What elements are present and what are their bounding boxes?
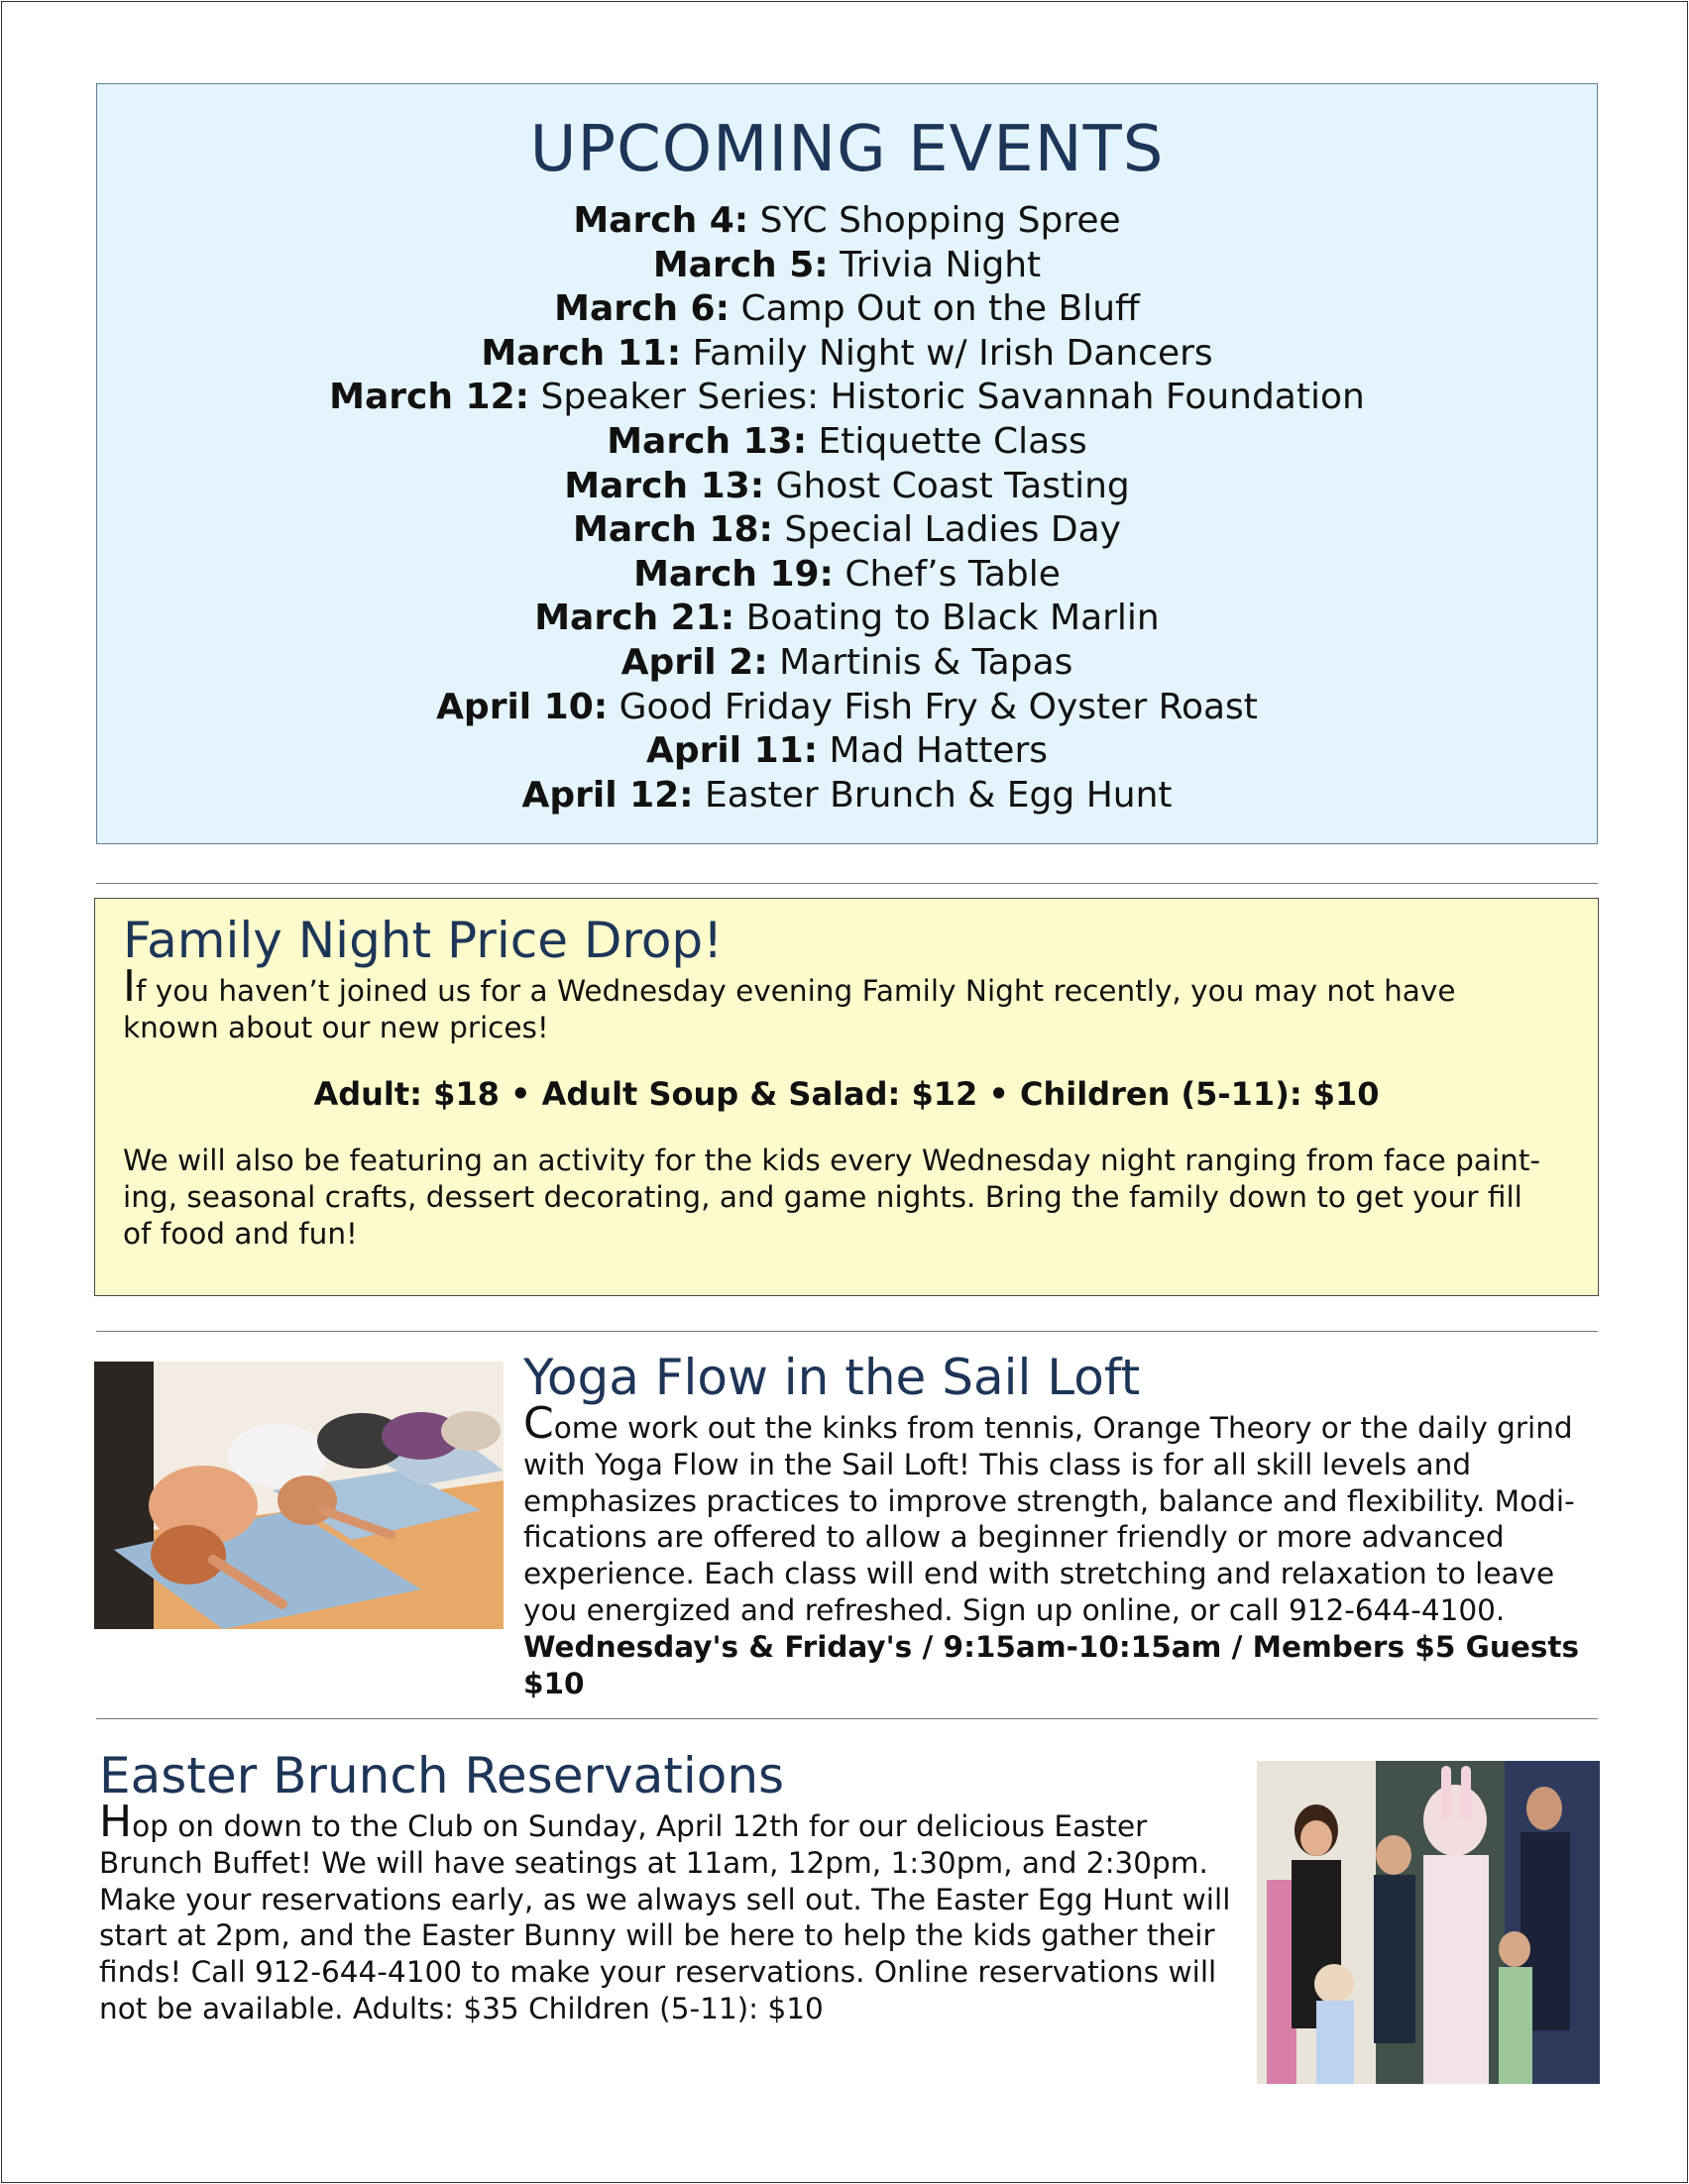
- events-list: [97, 199, 1597, 818]
- event-item: [97, 553, 1597, 598]
- event-date: March 13:: [564, 465, 765, 506]
- event-date: March 13:: [607, 420, 808, 462]
- event-name: SYC Shopping Spree: [759, 200, 1121, 241]
- event-item: [97, 244, 1597, 288]
- event-name: Good Friday Fish Fry & Oyster Roast: [619, 686, 1258, 727]
- easter-body: [99, 1797, 1259, 2027]
- easter-section: [99, 1744, 1259, 2027]
- family-night-prices: Adult: $18 • Adult Soup & Salad: $12 • Children (5-11): $10: [313, 1075, 1380, 1113]
- family-night-intro: [123, 961, 1570, 1046]
- event-name: Boating to Black Marlin: [745, 598, 1160, 639]
- body-line: Make your reservations early, as we always sell out. The Easter Egg Hunt will: [99, 1882, 1231, 1916]
- event-date: March 19:: [633, 553, 834, 595]
- event-name: Easter Brunch & Egg Hunt: [705, 774, 1173, 816]
- yoga-class-photo: [94, 1362, 504, 1629]
- body-line: emphasizes practices to improve strength, balance and flexibility. Modi-: [523, 1483, 1575, 1518]
- dropcap: H: [99, 1797, 133, 1847]
- event-name: Trivia Night: [840, 244, 1042, 285]
- event-name: Etiquette Class: [818, 420, 1087, 462]
- event-item: [97, 287, 1597, 332]
- event-name: Chef’s Table: [844, 553, 1061, 595]
- upcoming-events-box: [96, 83, 1598, 844]
- event-item: [97, 465, 1597, 509]
- body-line: start at 2pm, and the Easter Bunny will be here to help the kids gather their: [99, 1918, 1215, 1953]
- body-line: with Yoga Flow in the Sail Loft! This class is for all skill levels and: [523, 1447, 1472, 1481]
- body-line: op on down to the Club on Sunday, April 12th for our delicious Easter: [132, 1809, 1148, 1843]
- body-line: not be available. Adults: $35 Children (5-11): $10: [99, 1991, 824, 2025]
- activity-line: ing, seasonal crafts, dessert decorating, and game nights. Bring the family down to get your fill: [123, 1180, 1522, 1214]
- event-date: April 12:: [521, 774, 694, 816]
- event-item: [97, 508, 1597, 553]
- body-line: experience. Each class will end with stretching and relaxation to leave: [523, 1557, 1555, 1591]
- event-name: Special Ladies Day: [784, 509, 1121, 551]
- yoga-section: [523, 1346, 1604, 1701]
- event-item: [97, 420, 1597, 465]
- event-date: March 12:: [329, 377, 530, 418]
- event-date: March 6:: [554, 288, 730, 330]
- easter-title: Easter Brunch Reservations: [99, 1747, 785, 1804]
- events-title: UPCOMING EVENTS: [529, 113, 1165, 186]
- event-date: March 11:: [481, 332, 682, 374]
- dropcap: I: [123, 961, 136, 1012]
- easter-family-photo: [1257, 1761, 1600, 2084]
- event-item: [97, 376, 1597, 420]
- event-item: [97, 774, 1597, 819]
- event-item: [97, 199, 1597, 244]
- event-item: [97, 332, 1597, 377]
- event-name: Martinis & Tapas: [779, 641, 1073, 683]
- event-item: [97, 597, 1597, 641]
- family-night-activities: [123, 1143, 1570, 1253]
- body-line: ome work out the kinks from tennis, Orange Theory or the daily grind: [553, 1411, 1573, 1445]
- family-night-box: [94, 898, 1599, 1296]
- activity-line: We will also be featuring an activity for the kids every Wednesday night ranging from face paint-: [123, 1144, 1541, 1177]
- event-name: Speaker Series: Historic Savannah Foundation: [540, 377, 1365, 418]
- yoga-body: [523, 1398, 1604, 1701]
- event-date: March 18:: [573, 509, 773, 551]
- activity-line: of food and fun!: [123, 1217, 358, 1251]
- event-name: Camp Out on the Bluff: [740, 288, 1140, 330]
- event-date: March 21:: [534, 598, 735, 639]
- section-divider: [96, 1718, 1598, 1719]
- event-date: March 4:: [573, 200, 749, 241]
- event-item: [97, 641, 1597, 686]
- body-line: fications are offered to allow a beginner friendly or more advanced: [523, 1520, 1505, 1555]
- event-name: Mad Hatters: [829, 730, 1049, 772]
- yoga-illustration: [94, 1362, 504, 1629]
- family-night-title: Family Night Price Drop!: [123, 912, 724, 969]
- yoga-schedule: Wednesday's & Friday's / 9:15am-10:15am / Members $5 Guests $10: [523, 1629, 1580, 1700]
- event-date: April 10:: [436, 686, 609, 727]
- dropcap: C: [523, 1398, 554, 1449]
- event-date: April 2:: [620, 641, 768, 683]
- event-item: [97, 729, 1597, 774]
- event-item: [97, 686, 1597, 730]
- intro-line: f you haven’t joined us for a Wednesday evening Family Night recently, you may not have: [135, 974, 1456, 1008]
- event-name: Ghost Coast Tasting: [775, 465, 1130, 506]
- yoga-title: Yoga Flow in the Sail Loft: [523, 1349, 1141, 1406]
- event-name: Family Night w/ Irish Dancers: [692, 332, 1213, 374]
- section-divider: [96, 883, 1598, 884]
- section-divider: [96, 1331, 1598, 1332]
- event-date: March 5:: [652, 244, 829, 285]
- body-line: you energized and refreshed. Sign up online, or call 912-644-4100.: [523, 1592, 1506, 1627]
- body-line: Brunch Buffet! We will have seatings at 11am, 12pm, 1:30pm, and 2:30pm.: [99, 1845, 1208, 1880]
- intro-line: known about our new prices!: [123, 1011, 549, 1044]
- body-line: finds! Call 912-644-4100 to make your reservations. Online reservations will: [99, 1955, 1217, 1990]
- event-date: April 11:: [645, 730, 819, 772]
- easter-illustration: [1257, 1761, 1600, 2084]
